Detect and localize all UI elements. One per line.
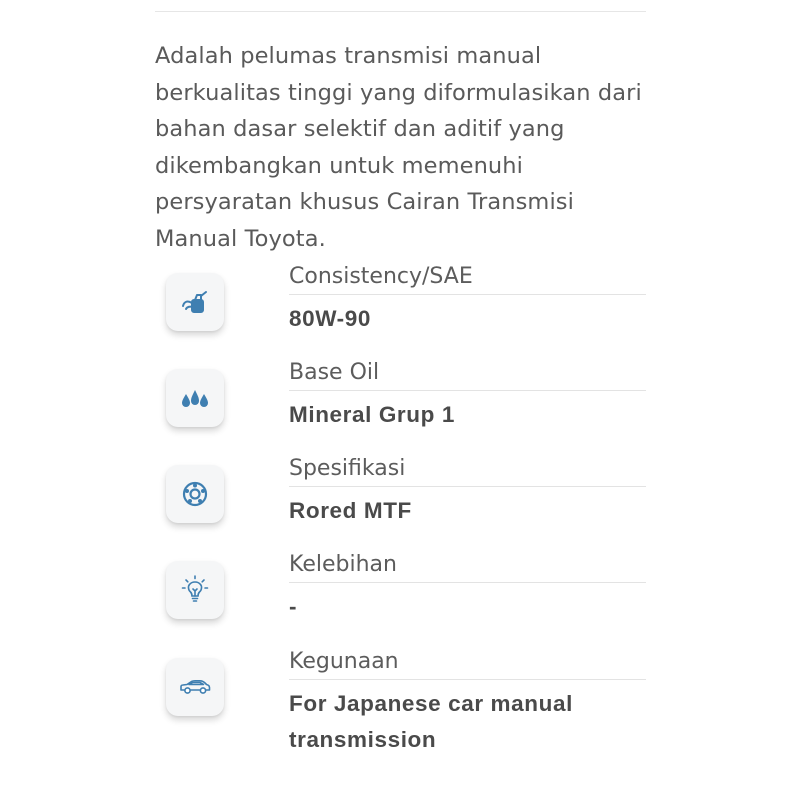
gear-bearing-icon (166, 465, 224, 523)
top-divider (155, 11, 646, 12)
oil-can-icon (166, 273, 224, 331)
spec-divider (289, 294, 646, 295)
lightbulb-icon (166, 561, 224, 619)
spec-value: - (289, 594, 298, 619)
spec-value: Mineral Grup 1 (289, 402, 455, 427)
spec-divider (289, 582, 646, 583)
spec-label: Consistency/SAE (289, 264, 473, 289)
spec-label: Kegunaan (289, 649, 399, 674)
car-icon (166, 658, 224, 716)
spec-divider (289, 679, 646, 680)
spec-value: For Japanese car manual transmission (289, 691, 573, 752)
spec-divider (289, 390, 646, 391)
oil-drops-icon (166, 369, 224, 427)
spec-value: Rored MTF (289, 498, 412, 523)
spec-divider (289, 486, 646, 487)
spec-label: Spesifikasi (289, 456, 406, 481)
spec-value: 80W-90 (289, 306, 371, 331)
spec-label: Base Oil (289, 360, 380, 385)
product-description: Adalah pelumas transmisi manual berkualitas tinggi yang diformulasikan dari bahan dasar selektif dan aditif yang dikembangkan untuk memenuhi persyaratan khusus Cairan Transmisi Manual Toyota. (155, 43, 642, 252)
spec-label: Kelebihan (289, 552, 397, 577)
